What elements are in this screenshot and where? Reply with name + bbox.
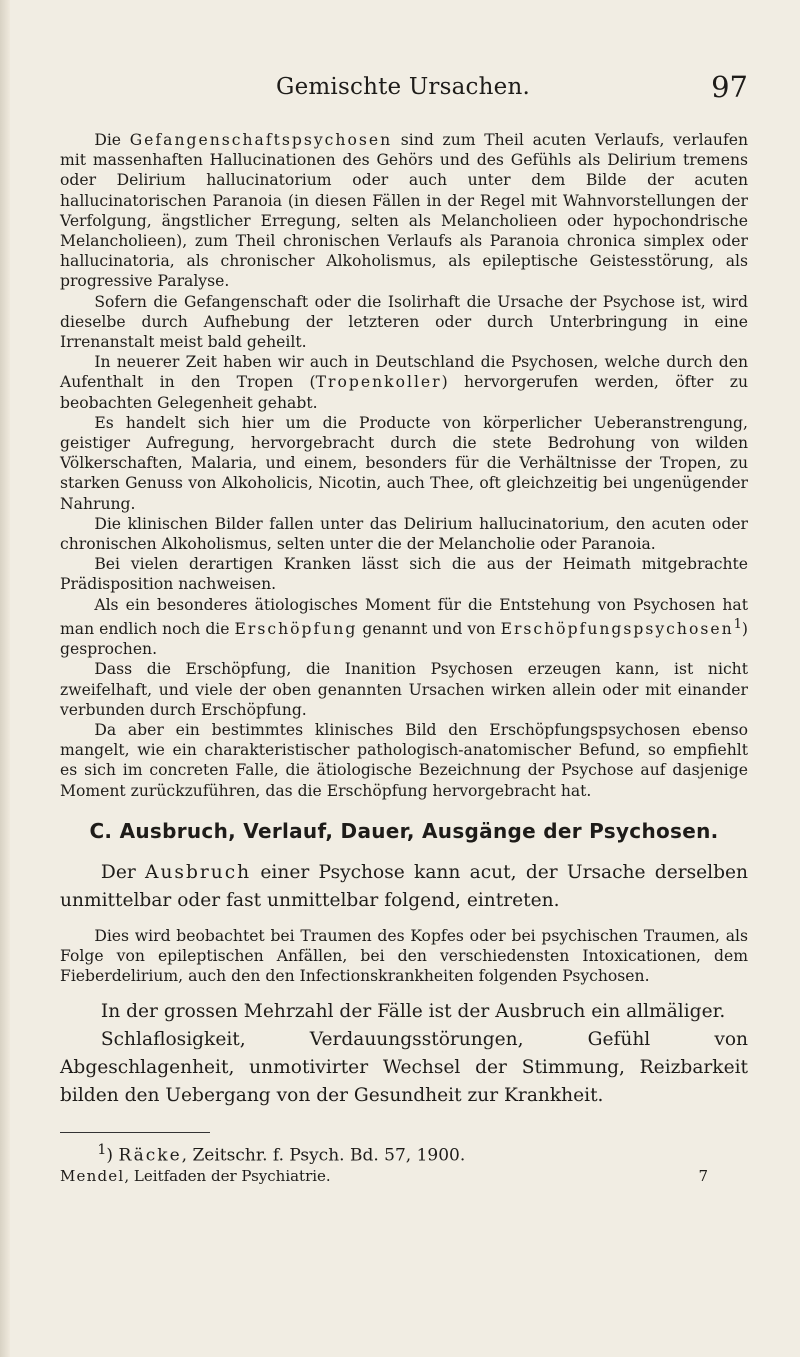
paragraph-bezeichnung: Da aber ein bestimmtes klinisches Bild den Erschöpfungspsychosen ebenso mangelt, wie ein charakteristischer pathologisch-anatomischer Befund, so empfiehlt es sich im concreten Falle, die ätiologische Bezeichnung der Psychose auf dasjenige Moment zurückzuführen, das die Erschöpfung hervorgebracht hat. [60,721,748,800]
spaced-term: Gefangenschaftspsychosen [129,131,393,149]
footnote-marker: 1 [97,1141,107,1158]
running-title: Gemischte Ursachen. [276,74,530,100]
footnote: $^1$) Räcke, Zeitschr. f. Psych. Bd. 57, 1900. [97,1141,466,1166]
spaced-term: Ausbruch [145,861,252,883]
section-heading: C. Ausbruch, Verlauf, Dauer, Ausgänge der Psychosen. [89,818,719,843]
paragraph-text: ) gesprochen. [60,620,748,659]
paragraph-schlaflosigkeit: Schlaflosigkeit, Verdauungsstörungen, Gefühl von Abgeschlagenheit, unmotivirter Wechsel der Stimmung, Reizbarkeit bilden den Uebergang von der Gesundheit zur Krankheit. [60,1028,748,1106]
page-footer [60,1166,748,1186]
page-header [58,70,748,114]
paragraph-text: Die [94,131,130,149]
paragraph-klinische-bilder: Die klinischen Bilder fallen unter das Delirium hallucinatorium, den acuten oder chronischen Alkoholismus, selten unter die der Melancholie oder Paranoia. [60,514,748,554]
paragraph-allmaelig: In der grossen Mehrzahl der Fälle ist der Ausbruch ein allmäliger. [100,1000,726,1022]
page-body [60,130,748,1186]
paragraph-text: In neuerer Zeit haben wir auch in Deutschland die Psychosen, welche durch den Aufenthalt in den Tropen ( [60,353,748,392]
signature-title: , Leitfaden der Psychiatrie. [124,1167,331,1186]
signature-author: Mendel [60,1167,125,1186]
paragraph-isolirhaft: Sofern die Gefangenschaft oder die Isolirhaft die Ursache der Psychose ist, wird dieselbe durch Aufhebung der letzteren oder durch Unterbringung in eine Irrenanstalt meist bald geheilt. [60,292,748,352]
paragraph-inanition: Dass die Erschöpfung, die Inanition Psychosen erzeugen kann, ist nicht zweifelhaft, und viele der oben genannten Ursachen wirken allein oder mit einander verbunden durch Erschöpfung. [60,660,748,719]
sheet-number: 7 [698,1167,708,1186]
paragraph-erschoepfung [60,595,748,660]
spaced-term: Erschöpfung [234,620,358,639]
page-number: 97 [711,70,748,104]
paragraph-traumen: Dies wird beobachtet bei Traumen des Kopfes oder bei psychischen Traumen, als Folge von epileptischen Anfällen, bei den verschiedensten Intoxicationen, dem Fieberdelirium, auch den den Infectionskrankheiten folgenden Psychosen. [60,926,748,986]
footnote-citation: , Zeitschr. f. Psych. Bd. 57, 1900. [181,1145,466,1166]
footnote-rule [60,1132,210,1133]
paragraph-text: sind zum Theil acuten Verlaufs, verlaufen mit massenhaften Hallucinationen des Gehörs und des Gefühls als Delirium tremens oder Delirium hallucinatorium oder auch unter dem Bilde der acuten hallucinatorischen Paranoia (in diesen Fällen in der Regel mit Wahnvorstellungen der Verfolgung, ängstlicher Erregung, selten als Melancholieen oder hypochondrische Melancholieen), zum Theil chronischen Verlaufs als Paranoia chronica simplex oder hallucinatoria, als chronischer Alkoholismus, als epileptische Geistesstörung, als progressive Paralyse. [60,131,748,291]
book-signature [60,1166,331,1186]
footnote-author: Räcke [118,1145,182,1166]
paragraph-text: einer Psychose kann acut, der Ursache derselben unmittelbar oder fast unmittelbar folgend, eintreten. [60,861,748,911]
paragraph-tropen [60,352,748,413]
footnote-reference: 1 [733,616,742,632]
page-gutter [0,0,10,1357]
paragraph-text: Der [100,861,146,883]
paragraph-ausbruch [60,859,748,915]
paragraph-text: ) hervorgerufen werden, öfter zu beobachten Gelegenheit gehabt. [60,373,748,412]
paragraph-text: Als ein besonderes ätiologisches Moment für die Entstehung von Psychosen hat man endlich noch die [60,595,748,639]
paragraph-gap [60,915,748,926]
paragraph-praedisposition: Bei vielen derartigen Kranken lässt sich die aus der Heimath mitgebrachte Prädisposition nachweisen. [60,555,748,594]
spaced-term: Tropenkoller [315,373,442,392]
spaced-term: Erschöpfungspsychosen [500,620,734,639]
paragraph-gefangenschaftspsychosen [60,130,748,292]
paragraph-text: genannt und von [357,620,501,639]
paragraph-gap [60,987,748,998]
paragraph-producte: Es handelt sich hier um die Producte von körperlicher Ueberanstrengung, geistiger Aufregung, hervorgebracht durch die stete Bedrohung von wilden Völkerschaften, Malaria, und einem, besonders für die Verhältnisse der Tropen, zu starken Genuss von Alkoholicis, Nicotin, auch Thee, oft gleichzeitig bei ungenügender Nahrung. [60,413,748,513]
